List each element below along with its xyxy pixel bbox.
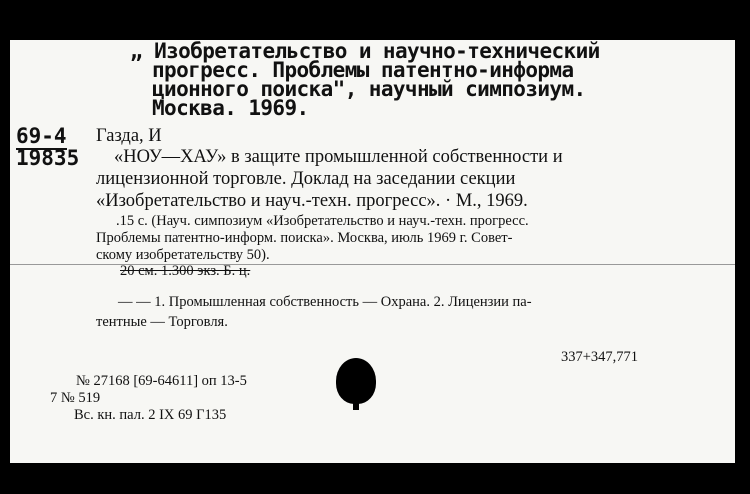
description-line: Проблемы патентно-информ. поиска». Москва, июль 1969 г. Совет-: [96, 230, 513, 246]
handwritten-line: прогресс. Проблемы патентно-информа: [152, 58, 574, 82]
description-line: скому изобретательству 50).: [96, 247, 270, 263]
divider: [10, 264, 735, 265]
shelf-code: 69-4: [16, 124, 67, 148]
inventory-code: 19835: [16, 146, 80, 170]
title-line: «НОУ—ХАУ» в защите промышленной собственности и: [114, 147, 563, 167]
subjects-line: — — 1. Промышленная собственность — Охрана. 2. Лицензии па-: [118, 294, 532, 310]
description-line: .15 с. (Науч. симпозиум «Изобретательство и науч.-техн. прогресс.: [116, 213, 529, 229]
footer-line: 7 № 519: [50, 390, 101, 406]
title-line: лицензионной торговле. Доклад на заседании секции: [96, 169, 516, 189]
ink-blot: [336, 358, 376, 404]
handwritten-line: ционного поиска", научный симпозиум.: [152, 77, 586, 101]
udc-index: 337+347,771: [561, 349, 639, 365]
title-line: «Изобретательство и науч.-техн. прогресс». · М., 1969.: [96, 191, 528, 211]
print-info: 20 см. 1.300 экз. Б. ц.: [120, 263, 251, 279]
footer-line: Вс. кн. пал. 2 IX 69 Г135: [74, 407, 227, 423]
author: Газда, И: [96, 126, 162, 146]
subjects-line: тентные — Торговля.: [96, 314, 228, 330]
handwritten-line: Москва. 1969.: [152, 96, 309, 120]
catalog-card: [10, 40, 735, 463]
footer-line: № 27168 [69-64611] оп 13-5: [76, 373, 247, 389]
handwritten-note: [130, 42, 730, 118]
handwritten-line: „ Изобретательство и научно-технический: [130, 40, 600, 63]
